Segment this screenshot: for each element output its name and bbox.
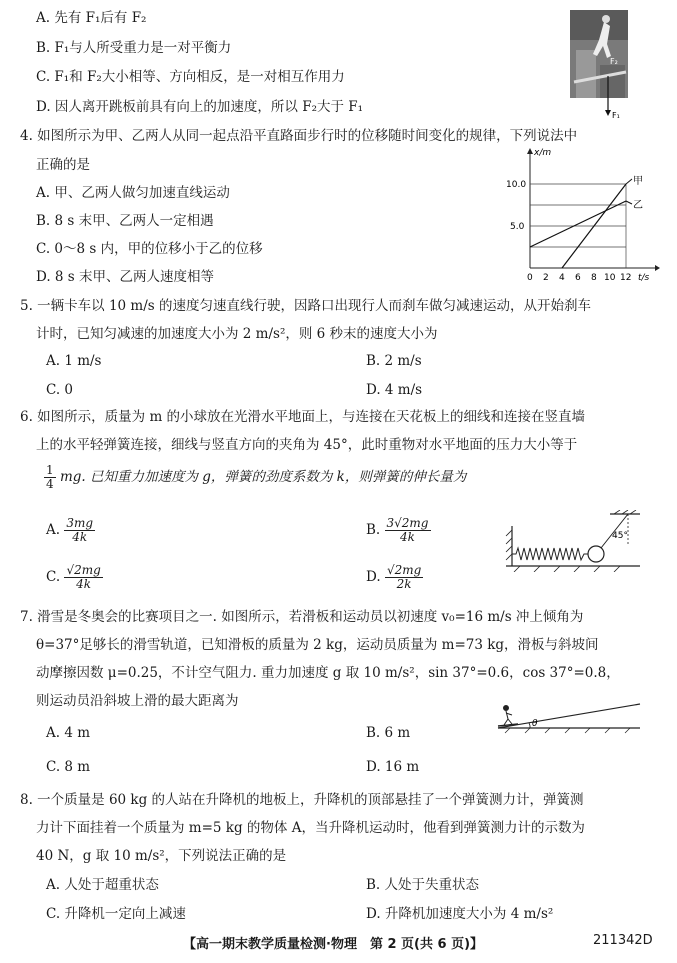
q8-option-b: B. 人处于失重状态: [366, 877, 480, 893]
q4-option-a: A. 甲、乙两人做匀加速直线运动: [36, 185, 230, 201]
x-tick-12: 12: [620, 273, 632, 283]
footer-title: 【高一期末教学质量检测·物理 第 2 页(共 6 页)】: [183, 937, 484, 952]
q8-option-a: A. 人处于超重状态: [46, 877, 159, 893]
q3-option-a: A. 先有 F₁后有 F₂: [36, 10, 147, 26]
q6-option-c: C. $\frac{√2mg}{4k}$: [46, 563, 101, 591]
q4-xt-graph: [500, 146, 662, 286]
q5-stem-line1: 5. 一辆卡车以 10 m/s 的速度匀速直线行驶，因路口出现行人而刹车做匀减速运动，从开始刹车: [20, 298, 592, 314]
q7-incline-figure: [490, 698, 650, 734]
angle-45-label: 45°: [612, 531, 628, 541]
fraction-one-quarter: $\frac{1}{4}$: [46, 463, 54, 491]
x-tick-8: 8: [591, 273, 597, 283]
incline-line: [498, 704, 640, 728]
q6-option-d: D. $\frac{√2mg}{2k}$: [366, 563, 422, 591]
x-tick-6: 6: [575, 273, 581, 283]
x-tick-0: 0: [527, 273, 533, 283]
x-axis-label: t/s: [638, 273, 650, 283]
q8-option-c: C. 升降机一定向上减速: [46, 906, 186, 922]
q8-stem-line3: 40 N，g 取 10 m/s²，下列说法正确的是: [36, 848, 287, 864]
q6-stem-line3: [44, 464, 466, 491]
q5-option-a: A. 1 m/s: [46, 353, 102, 369]
q5-stem-line2: 计时，已知匀减速的加速度大小为 2 m/s²，则 6 秒末的速度大小为: [36, 326, 438, 342]
q7-stem-line4: 则运动员沿斜坡上滑的最大距离为: [36, 693, 239, 709]
q6-stem-line1: 6. 如图所示，质量为 m 的小球放在光滑水平地面上，与连接在天花板上的细线和连接在竖直墙: [20, 409, 586, 425]
q5-option-c: C. 0: [46, 382, 74, 398]
q7-option-a: A. 4 m: [46, 725, 91, 741]
q7-option-c: C. 8 m: [46, 759, 91, 775]
q3-option-d: D. 因人离开跳板前具有向上的加速度，所以 F₂大于 F₁: [36, 99, 364, 115]
q4-option-d: D. 8 s 末甲、乙两人速度相等: [36, 269, 215, 285]
q5-option-b: B. 2 m/s: [366, 353, 422, 369]
q4-option-c: C. 0～8 s 内，甲的位移小于乙的位移: [36, 241, 263, 257]
label-jia: 甲: [633, 176, 643, 187]
y-tick-5: 5.0: [510, 222, 525, 232]
q6-spring-ball-figure: [500, 510, 650, 572]
q4-option-b: B. 8 s 末甲、乙两人一定相遇: [36, 213, 214, 229]
q6-option-b: B. $\frac{3√2mg}{4k}$: [366, 516, 429, 544]
grid-lines: [530, 184, 626, 268]
skier-icon: [498, 706, 518, 727]
x-tick-10: 10: [604, 273, 616, 283]
x-tick-labels: [527, 273, 631, 283]
f2-label: F₂: [610, 57, 618, 66]
y-tick-10: 10.0: [506, 180, 527, 190]
q8-stem-line1: 8. 一个质量是 60 kg 的人站在升降机的地板上，升降机的顶部悬挂了一个弹簧测力计，弹簧测: [20, 792, 584, 808]
q6-stem-line2: 上的水平轻弹簧连接，细线与竖直方向的夹角为 45°，此时重物对水平地面的压力大小等于: [36, 437, 578, 453]
ball-icon: [588, 546, 604, 562]
theta-label: θ: [532, 719, 538, 729]
q3-option-c: C. F₁和 F₂大小相等、方向相反，是一对相互作用力: [36, 69, 345, 85]
q7-stem-line3: 动摩擦因数 μ=0.25，不计空气阻力. 重力加速度 g 取 10 m/s²，sin 37°=0.6，cos 37°=0.8，: [36, 665, 620, 681]
spring-icon: [512, 548, 588, 560]
q7-stem-line1: 7. 滑雪是冬奥会的比赛项目之一. 如图所示，若滑板和运动员以初速度 v₀=16 m/s 冲上倾角为: [20, 609, 584, 625]
label-yi: 乙: [633, 200, 643, 211]
q6-option-a: A. $\frac{3mg}{4k}$: [46, 516, 94, 544]
q5-option-d: D. 4 m/s: [366, 382, 423, 398]
q7-stem-line2: θ=37°足够长的滑雪轨道，已知滑板的质量为 2 kg，运动员质量为 m=73 kg，滑板与斜坡间: [36, 637, 599, 653]
q8-option-d: D. 升降机加速度大小为 4 m/s²: [366, 906, 554, 922]
x-tick-2: 2: [543, 273, 549, 283]
x-tick-4: 4: [559, 273, 565, 283]
q4-stem-line1: 4. 如图所示为甲、乙两人从同一起点沿平直路面步行时的位移随时间变化的规律，下列说法中: [20, 128, 578, 144]
q3-option-b: B. F₁与人所受重力是一对平衡力: [36, 40, 232, 56]
footer-code: 211342D: [593, 933, 653, 948]
q8-stem-line2: 力计下面挂着一个质量为 m=5 kg 的物体 A，当升降机运动时，他看到弹簧测力计的示数为: [36, 820, 585, 836]
q4-stem-line2: 正确的是: [36, 157, 90, 173]
y-axis-label: x/m: [534, 148, 552, 158]
q7-option-d: D. 16 m: [366, 759, 420, 775]
q6-stem-line3-text: mg. 已知重力加速度为 g，弹簧的劲度系数为 k，则弹簧的伸长量为: [59, 469, 467, 485]
diving-photo-figure: [570, 10, 630, 120]
q7-option-b: B. 6 m: [366, 725, 411, 741]
f1-label: F₁: [612, 111, 620, 120]
line-yi: [530, 201, 626, 247]
